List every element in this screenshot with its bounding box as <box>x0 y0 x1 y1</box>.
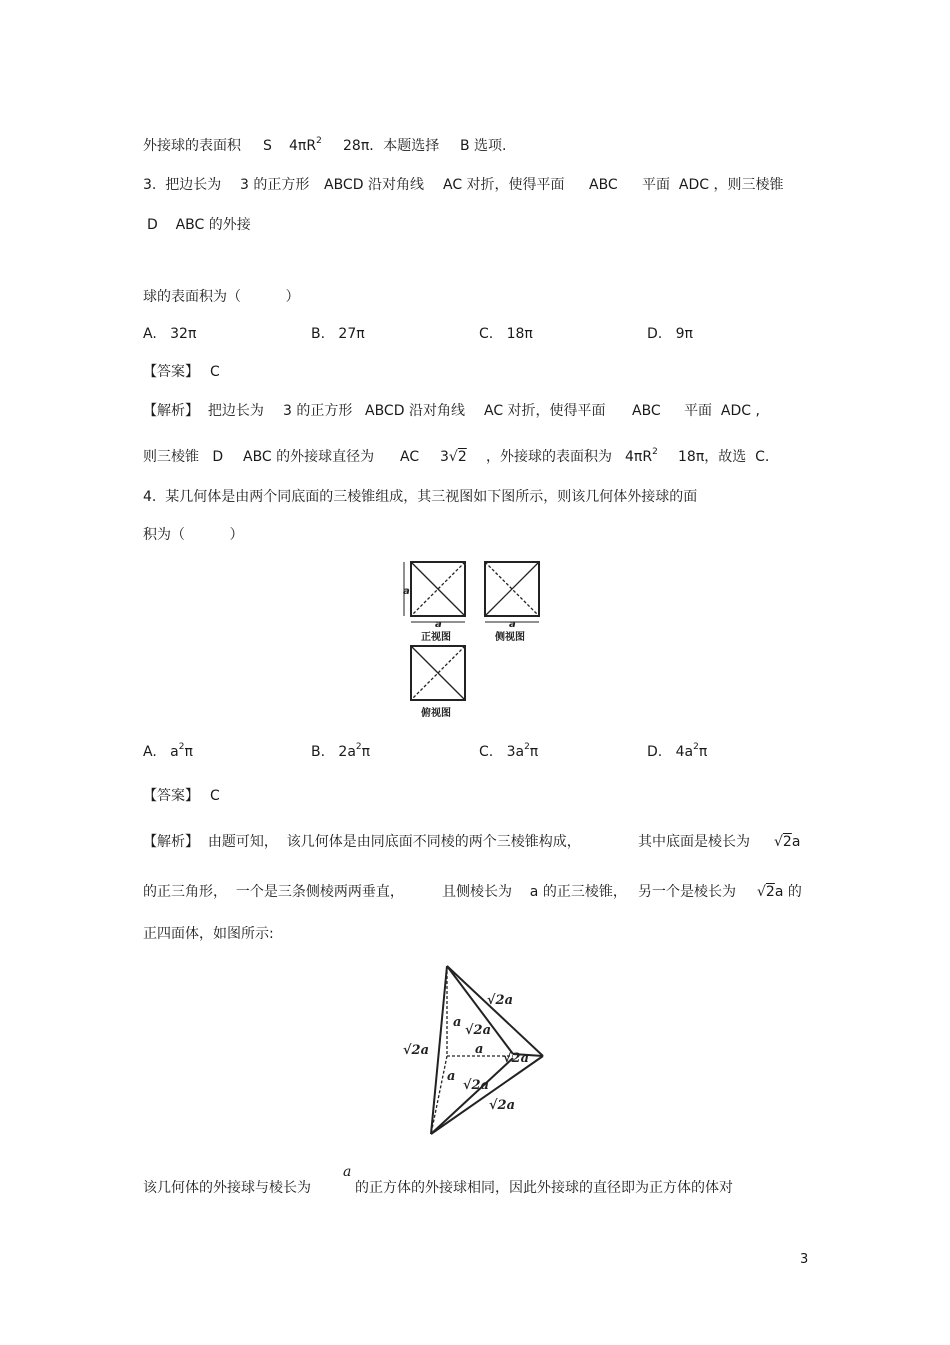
last-line: 该几何体的外接球与棱长为 <box>143 1180 311 1196</box>
text-line: 外接球的表面积 <box>143 138 241 154</box>
explanation-line-2: 的正三角形， 一个是三条侧棱两两垂直， <box>143 884 404 900</box>
question-4-line-1: 4. 某几何体是由两个同底面的三棱锥组成，其三视图如下图所示，则该几何体外接球的面 <box>143 489 698 505</box>
option-c: C. 18π <box>479 326 533 342</box>
question-4-line-2: 积为（ ） <box>143 527 244 543</box>
answer-label: 【答案】 <box>143 364 199 380</box>
text-line: 平面 ADC ，则三棱锥 <box>642 177 784 193</box>
text-line: 18π，故选 C. <box>678 449 770 465</box>
label-a-left: a <box>403 586 410 597</box>
text-line: ，外接球的表面积为 <box>486 449 612 465</box>
three-view-svg <box>397 558 549 721</box>
label-a2: a <box>475 1042 484 1057</box>
text-line: 且侧棱长为 a 的正三棱锥， <box>442 884 627 900</box>
explanation-line-1: 【解析】 把边长为 <box>143 403 264 419</box>
formula-sqrt: 3√2 <box>440 449 467 465</box>
label-a3: a <box>447 1069 456 1084</box>
label-front-view: 正视图 <box>421 632 451 643</box>
option-a: A. $a^2\pi$ <box>143 742 193 760</box>
formula: $4\pi R^2$ <box>289 136 322 154</box>
formula: $4\pi R^2$ <box>625 447 658 465</box>
page-number: 3 <box>800 1252 809 1267</box>
explanation-line-1: 【解析】 由题可知， 该几何体是由同底面不同棱的两个三棱锥构成， <box>143 834 581 850</box>
three-view-figure <box>397 558 549 721</box>
edge-bottom-outer <box>431 1058 516 1134</box>
option-d: D. 9π <box>647 326 693 342</box>
formula-sqrt: √2a <box>774 834 801 850</box>
label-a-bottom: a <box>435 619 442 630</box>
question-3-line-3: 球的表面积为（ ） <box>143 289 300 305</box>
edge-left <box>431 966 447 1134</box>
edge-top-outer <box>447 966 513 1054</box>
label-r4: √2a <box>463 1078 490 1093</box>
text-line: ABC <box>589 177 618 193</box>
formula-sqrt: √2a 的 <box>757 884 802 900</box>
text-line: 的正方体的外接球相同，因此外接球的直径即为正方体的体对 <box>355 1180 733 1196</box>
label-side-view: 侧视图 <box>495 632 525 643</box>
label-r1: √2a <box>487 993 514 1008</box>
text-line: 平面 ADC , <box>684 403 760 419</box>
option-b: B. 27π <box>311 326 365 342</box>
label-top-view: 俯视图 <box>421 708 451 719</box>
option-a: A. 32π <box>143 326 197 342</box>
label-r5: √2a <box>489 1098 516 1113</box>
text-line: 28π．本题选择 <box>343 138 440 154</box>
text-line: AC 对折，使得平面 <box>484 403 606 419</box>
label-r2: √2a <box>465 1023 492 1038</box>
solid-figure <box>395 962 551 1142</box>
answer-value: C <box>210 364 220 380</box>
text-line: 另一个是棱长为 <box>638 884 736 900</box>
text-line: S <box>263 138 272 154</box>
text-line: ABCD 沿对角线 <box>365 403 465 419</box>
option-c: C. $3a^2\pi$ <box>479 742 539 760</box>
question-3-line-1: 3. 把边长为 <box>143 177 222 193</box>
edge-bottom-apex <box>431 1056 543 1134</box>
text-line: 其中底面是棱长为 <box>638 834 750 850</box>
answer-label: 【答案】 <box>143 788 199 804</box>
explanation-line-3: 正四面体，如图所示: <box>143 926 274 942</box>
explanation-line-2: 则三棱锥 D <box>143 449 224 465</box>
text-line: ABC 的外接球直径为 <box>243 449 375 465</box>
edge-top-apex <box>447 966 543 1056</box>
text-line: B 选项. <box>460 138 507 154</box>
label-left: √2a <box>403 1043 430 1058</box>
text-line: AC 对折，使得平面 <box>443 177 565 193</box>
label-r3: √2a <box>503 1051 530 1066</box>
question-3-line-2: D ABC 的外接 <box>147 217 251 233</box>
option-d: D. $4a^2\pi$ <box>647 742 708 760</box>
text-line: ABCD 沿对角线 <box>324 177 424 193</box>
solid-svg <box>395 962 551 1142</box>
text-line: AC <box>400 449 420 465</box>
variable-a: a <box>343 1164 352 1180</box>
text-line: ABC <box>632 403 661 419</box>
text-line: 3 的正方形 <box>240 177 310 193</box>
option-b: B. $2a^2\pi$ <box>311 742 371 760</box>
answer-value: C <box>210 788 220 804</box>
label-a-side: a <box>509 619 516 630</box>
text-line: 3 的正方形 <box>283 403 353 419</box>
label-a1: a <box>453 1015 462 1030</box>
